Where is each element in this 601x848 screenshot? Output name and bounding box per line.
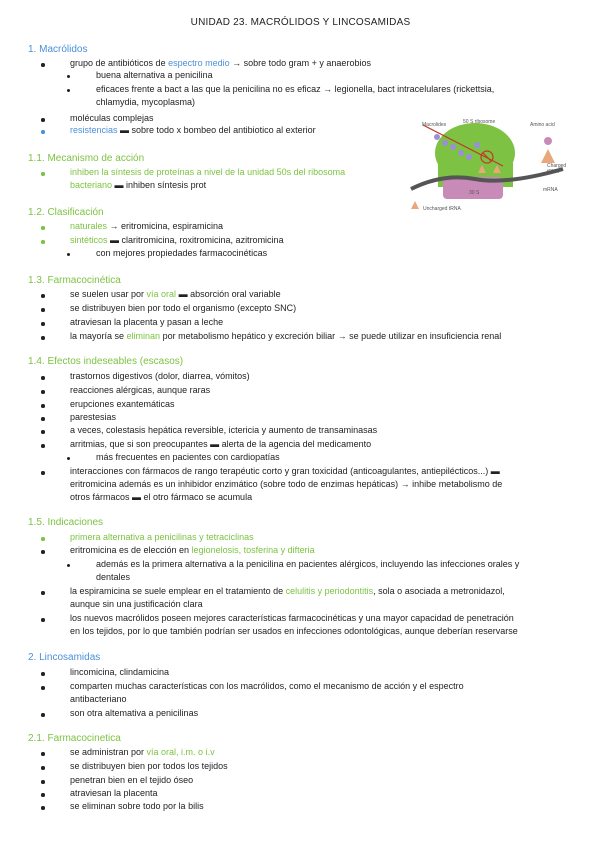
list-item-continuation: en los tejidos, por lo que también podrían ser usados en infecciones odontológicas, aunque deberían reservarse	[70, 626, 518, 636]
bullet-icon	[41, 63, 45, 67]
bullet-icon	[41, 444, 45, 448]
list-item-continuation: otros fármacos ▬ el otro fármaco se acumula	[70, 492, 253, 502]
bullet-icon	[41, 471, 45, 475]
sub-bullet-icon	[67, 75, 70, 78]
list-item: interacciones con fármacos de rango terapéutic corto y gran toxicidad (anticoagulantes, antiepilécticos...) ▬	[70, 466, 500, 476]
macrolide-molecule	[434, 134, 440, 140]
list-item: a veces, colestasis hepática reversible, ictericia y aumento de transaminasas	[70, 425, 378, 435]
list-item: arritmias, que si son preocupantes ▬ alerta de la agencia del medicamento	[70, 439, 372, 449]
ribosome-diagram	[403, 111, 573, 221]
list-item: primera alternativa a penicilinas y tetraciclinas	[70, 532, 254, 542]
bullet-icon	[41, 130, 45, 134]
bullet-icon	[41, 430, 45, 434]
list-item: además es la primera alternativa a la penicilina en pacientes alérgicos, incluyendo las infecciones orales y	[96, 559, 520, 569]
heading-macrolidos: 1. Macrólidos	[28, 44, 88, 55]
list-item: se distribuyen bien por todo el organismo (excepto SNC)	[70, 303, 297, 313]
bullet-icon	[41, 550, 45, 554]
list-item: la espiramicina se suele emplear en el tratamiento de celulitis y periodontitis, sola o asociada a metronidazol,	[70, 586, 505, 596]
list-item: penetran bien en el tejido óseo	[70, 775, 194, 785]
list-item: reacciones alérgicas, aunque raras	[70, 385, 211, 395]
bullet-icon	[41, 172, 45, 176]
bullet-icon	[41, 336, 45, 340]
list-item: moléculas complejas	[70, 113, 154, 123]
list-item-continuation: aunque sin una justificación clara	[70, 599, 203, 609]
bullet-icon	[41, 308, 45, 312]
sub-bullet-icon	[67, 564, 70, 567]
list-item-continuation: dentales	[96, 572, 131, 582]
heading-efectos: 1.4. Efectos indeseables (escasos)	[28, 356, 184, 367]
amino-acid-icon	[544, 137, 552, 145]
list-item: lincomicina, clindamicina	[70, 667, 170, 677]
bullet-icon	[41, 417, 45, 421]
bullet-icon	[41, 713, 45, 717]
list-item: los nuevos macrólidos poseen mejores características farmacocinéticas y una mayor capacidad de penetración	[70, 613, 514, 623]
svg-text:mRNA: mRNA	[543, 187, 558, 193]
list-item-continuation: bacteriano ▬ inhiben síntesis prot	[70, 180, 207, 190]
list-item: buena alternativa a penicilina	[96, 70, 213, 80]
list-item-continuation: eritromicina además es un inhibidor enzimático (sobre todo de enzimas hepáticas) → inhibe metabolismo de	[70, 479, 503, 489]
page-title: UNIDAD 23. MACRÓLIDOS Y LINCOSAMIDAS	[190, 17, 411, 28]
list-item: inhiben la síntesis de proteínas a nivel de la unidad 50s del ribosoma	[70, 167, 346, 177]
svg-text:Amino acid: Amino acid	[530, 122, 555, 128]
bullet-icon	[41, 118, 45, 122]
list-item: comparten muchas características con los macrólidos, como el mecanismo de acción y el espectro	[70, 681, 464, 691]
list-item-continuation: chlamydia, mycoplasma)	[96, 97, 196, 107]
list-item: naturales → eritromicina, espiramicina	[70, 221, 224, 231]
list-item: con mejores propiedades farmacocinéticas	[96, 248, 268, 258]
bullet-icon	[41, 806, 45, 810]
bullet-icon	[41, 686, 45, 690]
bullet-icon	[41, 591, 45, 595]
heading-indicaciones: 1.5. Indicaciones	[28, 517, 104, 528]
bullet-icon	[41, 376, 45, 380]
heading-lincosamidas: 2. Lincosamidas	[28, 652, 101, 663]
bullet-icon	[41, 793, 45, 797]
bullet-icon	[41, 390, 45, 394]
svg-text:Charged: Charged	[547, 163, 567, 169]
list-item: se eliminan sobre todo por la bilis	[70, 801, 204, 811]
list-item: son otra altemativa a penicilinas	[70, 708, 199, 718]
list-item: se administran por vía oral, i.m. o i.v	[70, 747, 215, 757]
bullet-icon	[41, 618, 45, 622]
list-item: la mayoría se eliminan por metabolismo hepático y excreción biliar → se puede utilizar en insuficiencia renal	[70, 331, 502, 341]
svg-text:Macrolides: Macrolides	[422, 122, 447, 128]
list-item: parestesias	[70, 412, 117, 422]
heading-mecanismo: 1.1. Mecanismo de acción	[28, 153, 145, 164]
heading-farmacocinetica-2: 2.1. Farmacocinetica	[28, 733, 121, 744]
bullet-icon	[41, 226, 45, 230]
bullet-icon	[41, 404, 45, 408]
bullet-icon	[41, 537, 45, 541]
svg-text:50 S ribosome: 50 S ribosome	[463, 119, 496, 125]
list-item: eritromicina es de elección en legionelosis, tosferina y difteria	[70, 545, 315, 555]
bullet-icon	[41, 240, 45, 244]
list-item: sintéticos ▬ claritromicina, roxitromicina, azitromicina	[70, 235, 284, 245]
list-item: resistencias ▬ sobre todo x bombeo del antibiotico al exterior	[70, 125, 316, 135]
list-item: atraviesan la placenta	[70, 788, 158, 798]
bullet-icon	[41, 294, 45, 298]
heading-clasificacion: 1.2. Clasificación	[28, 207, 104, 218]
bullet-icon	[41, 672, 45, 676]
sub-bullet-icon	[67, 457, 70, 460]
bullet-icon	[41, 780, 45, 784]
list-item-continuation: antibacteriano	[70, 694, 127, 704]
list-item: se distribuyen bien por todos los tejidos	[70, 761, 228, 771]
list-item: se suelen usar por vía oral ▬ absorción oral variable	[70, 289, 281, 299]
sub-bullet-icon	[67, 253, 70, 256]
bullet-icon	[41, 752, 45, 756]
list-item: grupo de antibióticos de espectro medio → sobre todo gram + y anaerobios	[70, 58, 371, 68]
list-item: eficaces frente a bact a las que la penicilina no es eficaz → legionella, bact intracelulares (rickettsia,	[96, 84, 495, 94]
list-item: más frecuentes en pacientes con cardiopatías	[96, 452, 280, 462]
bullet-icon	[41, 322, 45, 326]
list-item: erupciones exantemáticas	[70, 399, 175, 409]
sub-bullet-icon	[67, 89, 70, 92]
heading-farmacocinetica: 1.3. Farmacocinética	[28, 275, 121, 286]
svg-text:Uncharged tRNA: Uncharged tRNA	[423, 206, 461, 212]
svg-text:tRNA: tRNA	[547, 169, 559, 175]
svg-text:30 S: 30 S	[469, 190, 480, 196]
list-item: atraviesan la placenta y pasan a leche	[70, 317, 224, 327]
bullet-icon	[41, 766, 45, 770]
list-item: trastornos digestivos (dolor, diarrea, vómitos)	[70, 371, 250, 381]
